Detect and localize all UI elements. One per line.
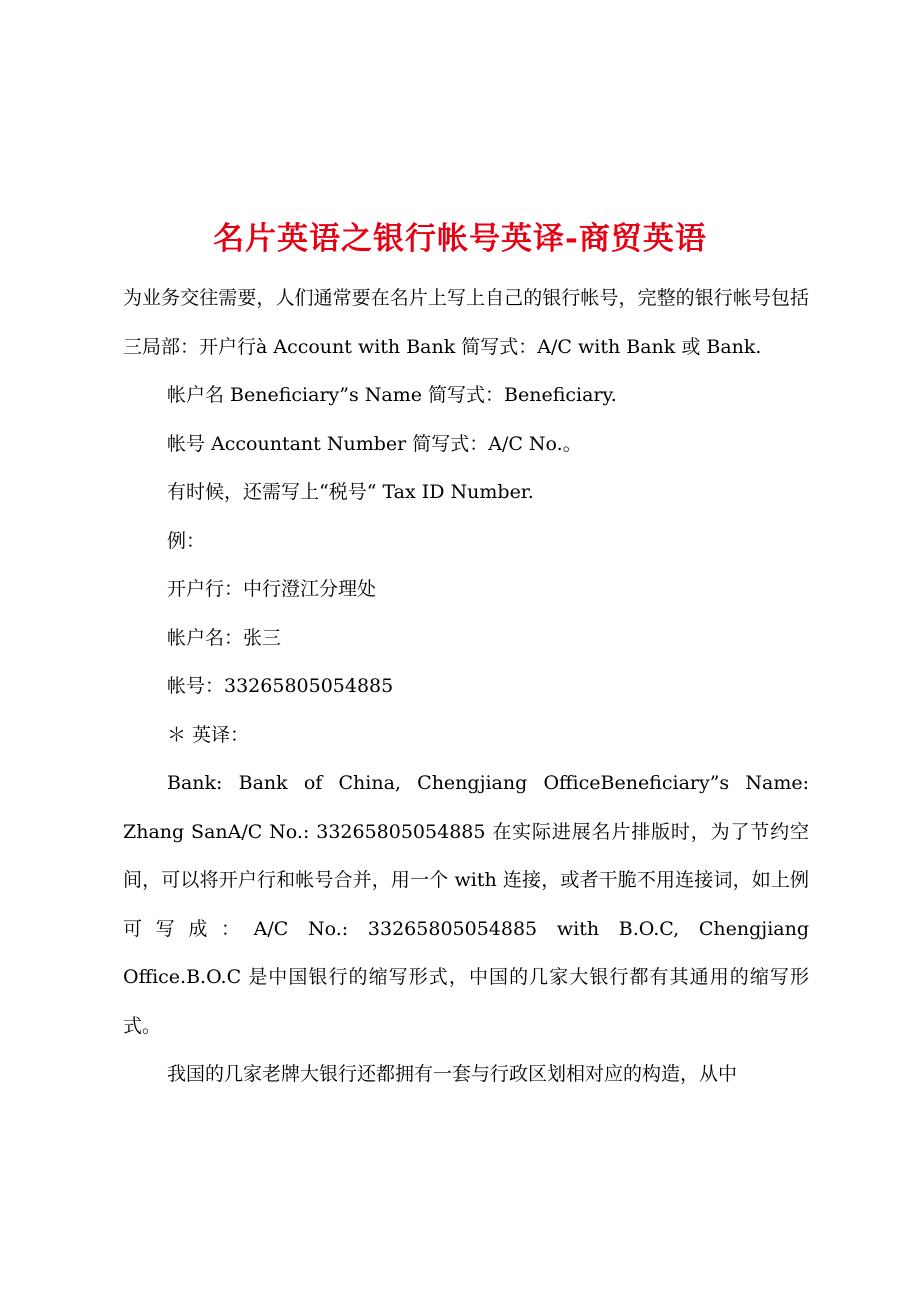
tax-id-line: 有时候，还需写上“税号“ Tax ID Number. — [167, 481, 534, 503]
closing-paragraph: 我国的几家老牌大银行还都拥有一套与行政区划相对应的构造，从中 — [167, 1063, 738, 1085]
translation-paragraph: Bank: Bank of China, Chengjiang OfficeBeneficiary”s Name: Zhang SanA/C No.: 33265805054885 在实际进展名片排版时，为了节约空间，可以将开户行和帐号合并，用一个 with 连接，或者干脆不用连接词，如上例可写成：A/C No.: 33265805054885 with B.O.C, Chengjiang Office.B.O.C 是中国银行的缩写形式，中国的几家大银行都有其通用的缩写形式。 — [123, 772, 809, 1037]
intro-paragraph: 为业务交往需要，人们通常要在名片上写上自己的银行帐号，完整的银行帐号包括三局部：开户行à Account with Bank 简写式：A/C with Bank 或 Bank. — [123, 287, 809, 358]
example-account-name-line: 帐户名：张三 — [167, 626, 282, 649]
example-account-number-line: 帐号：33265805054885 — [167, 675, 394, 697]
account-number-line: 帐号 Accountant Number 简写式：A/C No.。 — [167, 432, 582, 455]
translation-label: ＊ 英译： — [167, 723, 250, 746]
example-bank-line: 开户行：中行澄江分理处 — [167, 578, 377, 600]
beneficiary-line: 帐户名 Beneficiary”s Name 简写式：Beneficiary. — [167, 384, 617, 406]
example-label: 例： — [167, 529, 206, 552]
document-title: 名片英语之银行帐号英译-商贸英语 — [213, 220, 707, 257]
document-body — [123, 274, 809, 1099]
